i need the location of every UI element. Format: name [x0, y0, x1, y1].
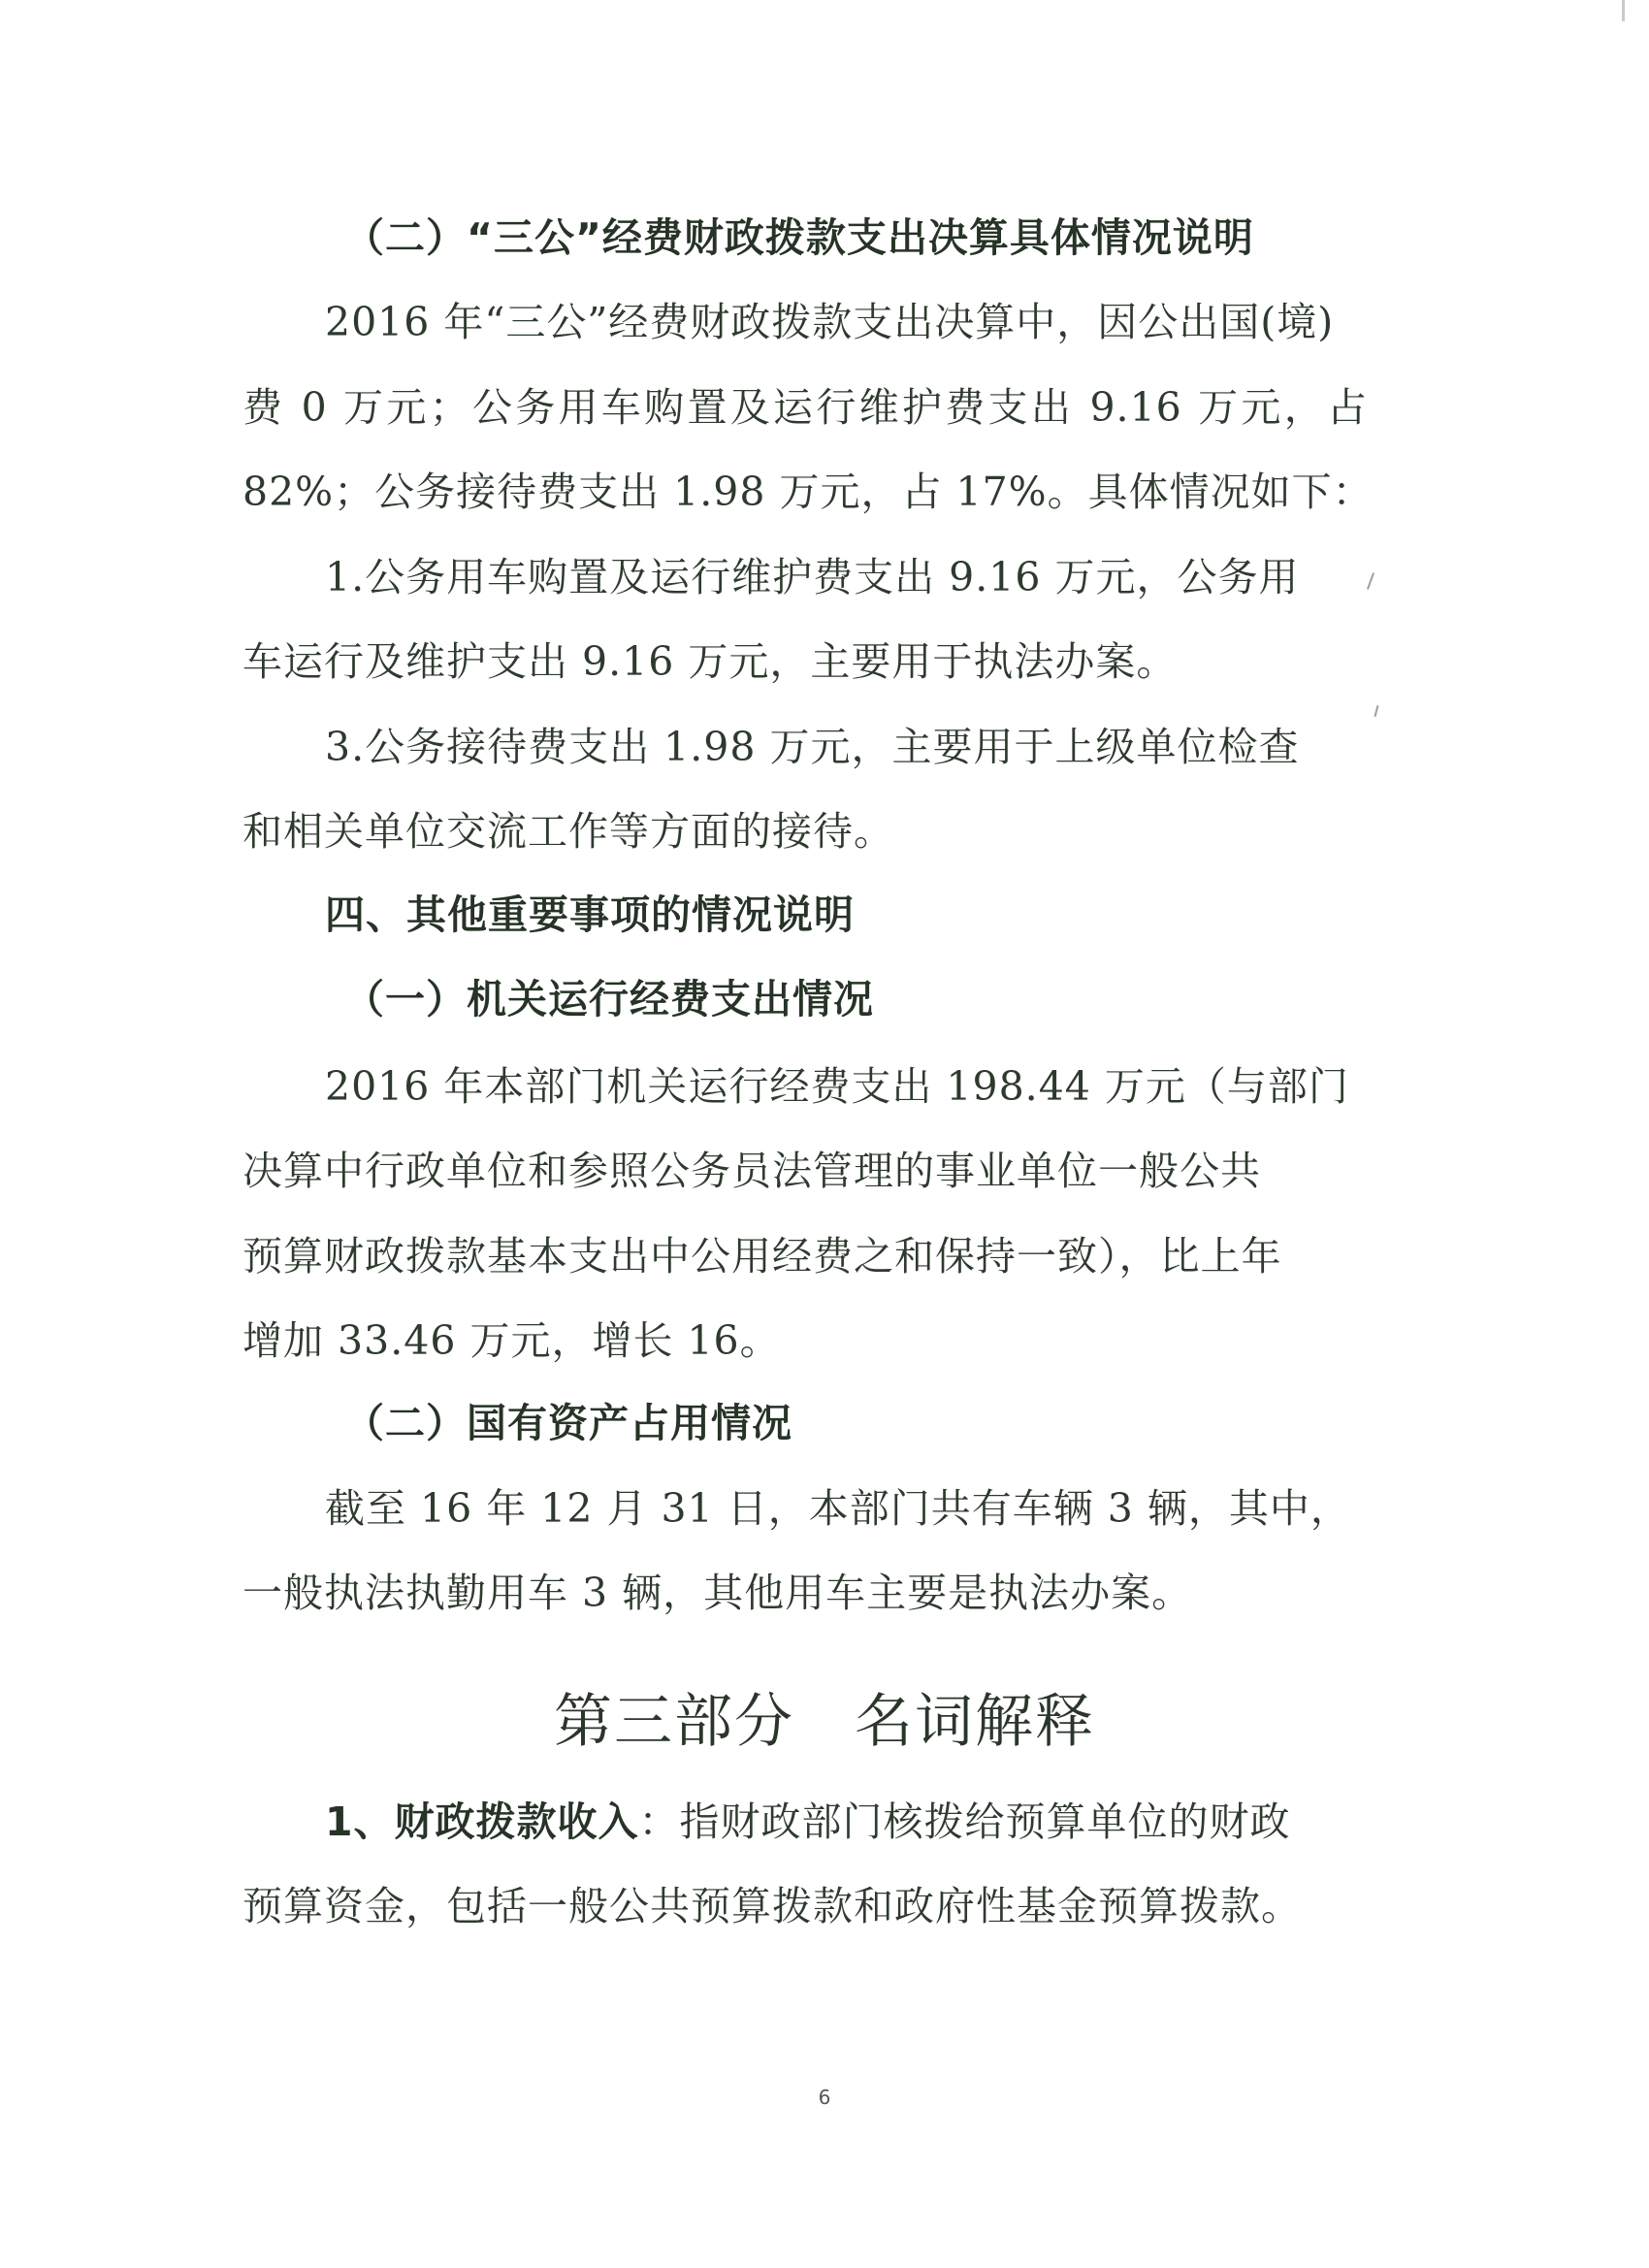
- section-four-heading: 四、其他重要事项的情况说明: [325, 891, 855, 938]
- glossary-item-line-2: 预算资金，包括一般公共预算拨款和政府性基金预算拨款。: [242, 1883, 1302, 1929]
- subsection-assets-heading: （二）国有资产占用情况: [344, 1400, 792, 1446]
- assets-paragraph-line-1: 截至 16 年 12 月 31 日，本部门共有车辆 3 辆，其中，: [325, 1485, 1351, 1532]
- scan-speck: [1374, 705, 1378, 717]
- part-three-title: 第三部分 名词解释: [554, 1688, 1095, 1756]
- operating-paragraph-line-1: 2016 年本部门机关运行经费支出 198.44 万元（与部门: [325, 1063, 1349, 1110]
- section-heading-sangong: （二）“三公”经费财政拨款支出决算具体情况说明: [344, 214, 1254, 261]
- operating-paragraph-line-3: 预算财政拨款基本支出中公用经费之和保持一致），比上年: [242, 1233, 1282, 1280]
- assets-paragraph-line-2: 一般执法执勤用车 3 辆，其他用车主要是执法办案。: [242, 1570, 1193, 1616]
- item-reception-line-2: 和相关单位交流工作等方面的接待。: [242, 808, 894, 855]
- sangong-paragraph-line-3: 82%；公务接待费支出 1.98 万元，占 17%。具体情况如下：: [242, 469, 1374, 515]
- item-vehicle-line-2: 车运行及维护支出 9.16 万元，主要用于执法办案。: [242, 638, 1178, 685]
- sangong-paragraph-line-2: 费 0 万元；公务用车购置及运行维护费支出 9.16 万元，占: [242, 384, 1368, 431]
- page-number: 6: [818, 2086, 831, 2109]
- item-reception-line-1: 3.公务接待费支出 1.98 万元，主要用于上级单位检查: [325, 724, 1300, 770]
- subsection-operating-heading: （一）机关运行经费支出情况: [344, 976, 874, 1022]
- item-vehicle-line-1: 1.公务用车购置及运行维护费支出 9.16 万元，公务用: [325, 554, 1300, 600]
- operating-paragraph-line-4: 增加 33.46 万元，增长 16。: [242, 1317, 781, 1364]
- scan-speck: [1367, 572, 1374, 590]
- scan-speck: [1622, 0, 1625, 21]
- glossary-term: 1、财政拨款收入: [325, 1798, 639, 1845]
- operating-paragraph-line-2: 决算中行政单位和参照公务员法管理的事业单位一般公共: [242, 1148, 1261, 1194]
- glossary-definition-start: ：指财政部门核拨给预算单位的财政: [638, 1798, 1291, 1845]
- glossary-item-line-1: [325, 1793, 1368, 1851]
- sangong-paragraph-line-1: 2016 年“三公”经费财政拨款支出决算中，因公出国(境): [325, 299, 1335, 345]
